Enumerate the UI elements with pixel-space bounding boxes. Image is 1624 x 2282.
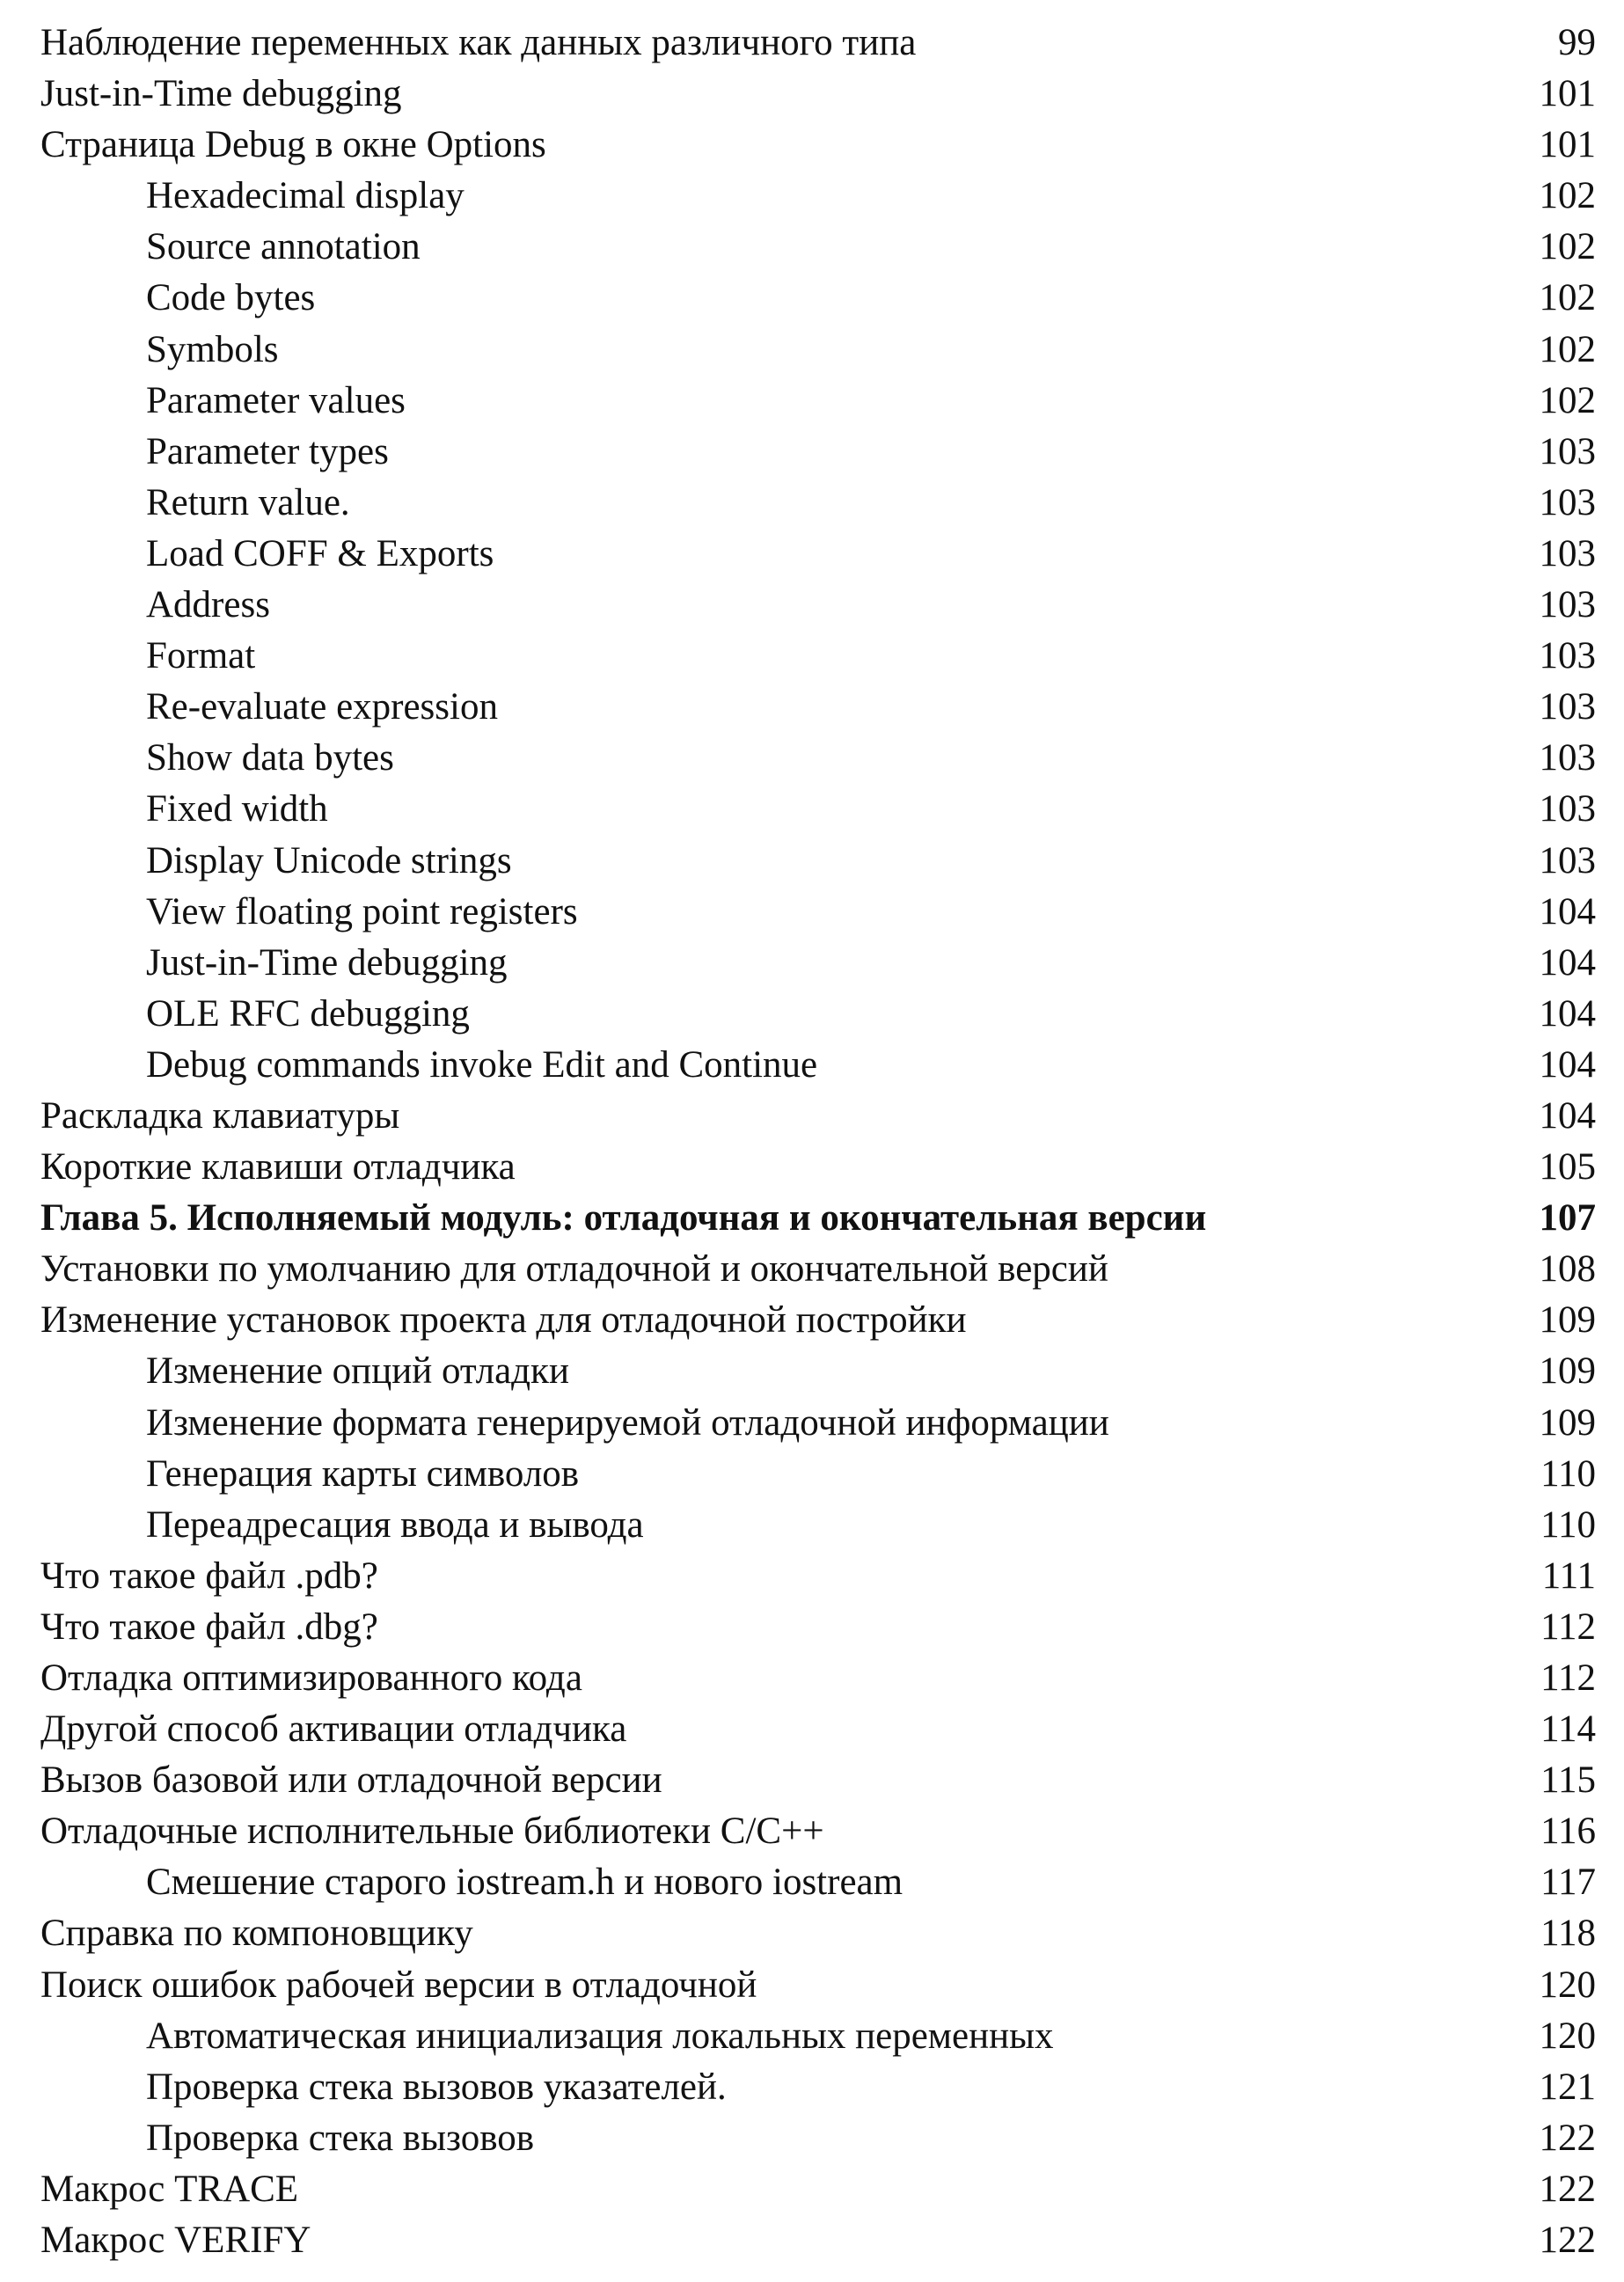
toc-entry-page-number: 122 — [1539, 2220, 1596, 2262]
toc-subentry — [40, 887, 1596, 938]
toc-entry-page-number: 104 — [1539, 1094, 1596, 1137]
toc-subentry — [40, 2062, 1596, 2113]
toc-entry-title: Короткие клавиши отладчика — [40, 1146, 516, 1189]
toc-entry-title: Load COFF & Exports — [146, 532, 494, 574]
toc-entry-title: View floating point registers — [146, 890, 578, 933]
toc-subentry — [40, 222, 1596, 273]
toc-entry-title: Fixed width — [146, 788, 328, 830]
toc-entry-page-number: 118 — [1540, 1913, 1596, 1955]
toc-entry — [40, 1755, 1596, 1806]
toc-entry-title: Изменение опций отладки — [146, 1350, 569, 1393]
toc-entry — [40, 2215, 1596, 2266]
toc-entry-page-number: 111 — [1541, 1554, 1596, 1597]
toc-entry-title: Переадресация ввода и вывода — [146, 1503, 644, 1546]
toc-entry-page-number: 117 — [1540, 1861, 1596, 1904]
toc-entry — [40, 120, 1596, 171]
toc-entry-title: Изменение формата генерируемой отладочной информации — [146, 1401, 1109, 1444]
toc-entry-page-number: 102 — [1539, 175, 1596, 217]
toc-entry — [40, 1960, 1596, 2011]
toc-entry-title: Что такое файл .dbg? — [40, 1605, 378, 1648]
toc-entry-page-number: 102 — [1539, 226, 1596, 268]
toc-entry-page-number: 103 — [1539, 737, 1596, 779]
toc-entry — [40, 1653, 1596, 1704]
toc-entry-page-number: 102 — [1539, 277, 1596, 319]
toc-entry-title: Отладка оптимизированного кода — [40, 1657, 582, 1699]
toc-entry-page-number: 107 — [1539, 1197, 1596, 1240]
toc-entry-title: Поиск ошибок рабочей версии в отладочной — [40, 1964, 757, 2006]
toc-subentry — [40, 836, 1596, 887]
toc-entry-title: Автоматическая инициализация локальных переменных — [146, 2015, 1054, 2057]
toc-entry-page-number: 120 — [1539, 2015, 1596, 2057]
toc-entry-title: Глава 5. Исполняемый модуль: отладочная и окончательная версии — [40, 1197, 1207, 1240]
toc-entry-page-number: 120 — [1539, 1964, 1596, 2006]
toc-entry-title: Show data bytes — [146, 737, 394, 779]
toc-entry-page-number: 103 — [1539, 532, 1596, 574]
table-of-contents — [40, 18, 1596, 2266]
toc-entry — [40, 1091, 1596, 1142]
toc-subentry — [40, 1040, 1596, 1091]
toc-entry — [40, 1244, 1596, 1295]
toc-subentry — [40, 682, 1596, 733]
toc-entry-page-number: 109 — [1539, 1401, 1596, 1444]
toc-entry-page-number: 112 — [1540, 1605, 1596, 1648]
toc-entry-title: Макрос TRACE — [40, 2168, 299, 2210]
toc-entry-title: Just-in-Time debugging — [40, 73, 402, 115]
toc-subentry — [40, 631, 1596, 682]
toc-entry-title: Наблюдение переменных как данных различного типа — [40, 22, 917, 63]
toc-subentry — [40, 427, 1596, 478]
toc-subentry — [40, 2011, 1596, 2062]
toc-chapter-heading — [40, 1193, 1596, 1244]
toc-subentry — [40, 376, 1596, 427]
toc-subentry — [40, 171, 1596, 222]
toc-entry — [40, 1806, 1596, 1857]
toc-entry-title: Display Unicode strings — [146, 839, 512, 881]
toc-entry-page-number: 103 — [1539, 788, 1596, 830]
toc-subentry — [40, 1500, 1596, 1551]
toc-entry-page-number: 102 — [1539, 328, 1596, 370]
toc-entry-page-number: 122 — [1539, 2117, 1596, 2159]
toc-entry-page-number: 114 — [1540, 1708, 1596, 1751]
toc-entry-title: Раскладка клавиатуры — [40, 1094, 400, 1137]
toc-entry — [40, 1602, 1596, 1653]
toc-entry-title: Что такое файл .pdb? — [40, 1554, 378, 1597]
toc-entry-page-number: 109 — [1539, 1299, 1596, 1342]
toc-entry-page-number: 103 — [1539, 686, 1596, 728]
toc-subentry — [40, 938, 1596, 989]
toc-entry-page-number: 101 — [1539, 124, 1596, 166]
toc-entry — [40, 69, 1596, 120]
toc-entry-page-number: 116 — [1540, 1810, 1596, 1853]
toc-entry-page-number: 105 — [1539, 1146, 1596, 1189]
toc-entry-title: Hexadecimal display — [146, 175, 465, 217]
toc-entry-title: Вызов базовой или отладочной версии — [40, 1759, 662, 1802]
toc-subentry — [40, 478, 1596, 529]
toc-entry-title: Справка по компоновщику — [40, 1913, 473, 1955]
toc-subentry — [40, 1346, 1596, 1397]
toc-entry-title: Смешение старого iostream.h и нового iostream — [146, 1861, 903, 1904]
toc-entry-page-number: 104 — [1539, 1043, 1596, 1086]
toc-subentry — [40, 580, 1596, 631]
toc-entry-page-number: 104 — [1539, 890, 1596, 933]
toc-entry-title: Source annotation — [146, 226, 421, 268]
toc-entry-title: Address — [146, 584, 270, 626]
toc-entry-page-number: 112 — [1540, 1657, 1596, 1699]
toc-entry-page-number: 103 — [1539, 635, 1596, 677]
toc-entry-title: Генерация карты символов — [146, 1452, 580, 1495]
toc-subentry — [40, 1398, 1596, 1449]
toc-entry-page-number: 103 — [1539, 839, 1596, 881]
toc-entry-page-number: 115 — [1540, 1759, 1596, 1802]
toc-entry — [40, 1142, 1596, 1193]
toc-entry-page-number: 102 — [1539, 379, 1596, 421]
toc-entry-page-number: 108 — [1539, 1248, 1596, 1291]
toc-subentry — [40, 784, 1596, 835]
toc-entry-title: Страница Debug в окне Options — [40, 124, 546, 166]
toc-entry-title: Проверка стека вызовов указателей. — [146, 2066, 727, 2108]
toc-entry-title: Установки по умолчанию для отладочной и окончательной версий — [40, 1248, 1108, 1291]
toc-subentry — [40, 273, 1596, 324]
toc-entry-page-number: 103 — [1539, 584, 1596, 626]
toc-subentry — [40, 1857, 1596, 1908]
toc-entry-page-number: 110 — [1540, 1452, 1596, 1495]
toc-entry-page-number: 99 — [1558, 22, 1596, 63]
toc-entry-title: Проверка стека вызовов — [146, 2117, 535, 2159]
toc-entry-page-number: 110 — [1540, 1503, 1596, 1546]
toc-entry-title: Code bytes — [146, 277, 316, 319]
toc-entry-title: Отладочные исполнительные библиотеки С/С++ — [40, 1810, 824, 1853]
toc-entry-title: Parameter types — [146, 430, 389, 472]
toc-entry-page-number: 109 — [1539, 1350, 1596, 1393]
toc-entry-title: Re-evaluate expression — [146, 686, 498, 728]
toc-entry-title: Другой способ активации отладчика — [40, 1708, 627, 1751]
toc-entry-title: Return value. — [146, 481, 350, 523]
toc-entry-title: Format — [146, 635, 256, 677]
toc-entry-title: Макрос VERIFY — [40, 2220, 311, 2262]
toc-entry — [40, 18, 1596, 69]
toc-subentry — [40, 1449, 1596, 1500]
toc-entry-title: Parameter values — [146, 379, 406, 421]
toc-entry-title: Symbols — [146, 328, 279, 370]
toc-entry — [40, 1908, 1596, 1959]
toc-entry — [40, 1551, 1596, 1602]
toc-entry-title: Изменение установок проекта для отладочной постройки — [40, 1299, 967, 1342]
toc-entry-title: Just-in-Time debugging — [146, 941, 508, 984]
toc-entry-page-number: 103 — [1539, 481, 1596, 523]
toc-entry — [40, 1704, 1596, 1755]
toc-entry-page-number: 103 — [1539, 430, 1596, 472]
toc-subentry — [40, 325, 1596, 376]
toc-subentry — [40, 733, 1596, 784]
toc-subentry — [40, 989, 1596, 1040]
toc-entry — [40, 1295, 1596, 1346]
toc-entry-page-number: 101 — [1539, 73, 1596, 115]
toc-entry-page-number: 104 — [1539, 992, 1596, 1035]
toc-entry-page-number: 122 — [1539, 2168, 1596, 2210]
toc-entry-title: OLE RFC debugging — [146, 992, 470, 1035]
toc-entry-page-number: 104 — [1539, 941, 1596, 984]
toc-entry-title: Debug commands invoke Edit and Continue — [146, 1043, 818, 1086]
toc-entry — [40, 2164, 1596, 2215]
toc-subentry — [40, 2113, 1596, 2164]
toc-entry-page-number: 121 — [1539, 2066, 1596, 2108]
toc-subentry — [40, 529, 1596, 580]
